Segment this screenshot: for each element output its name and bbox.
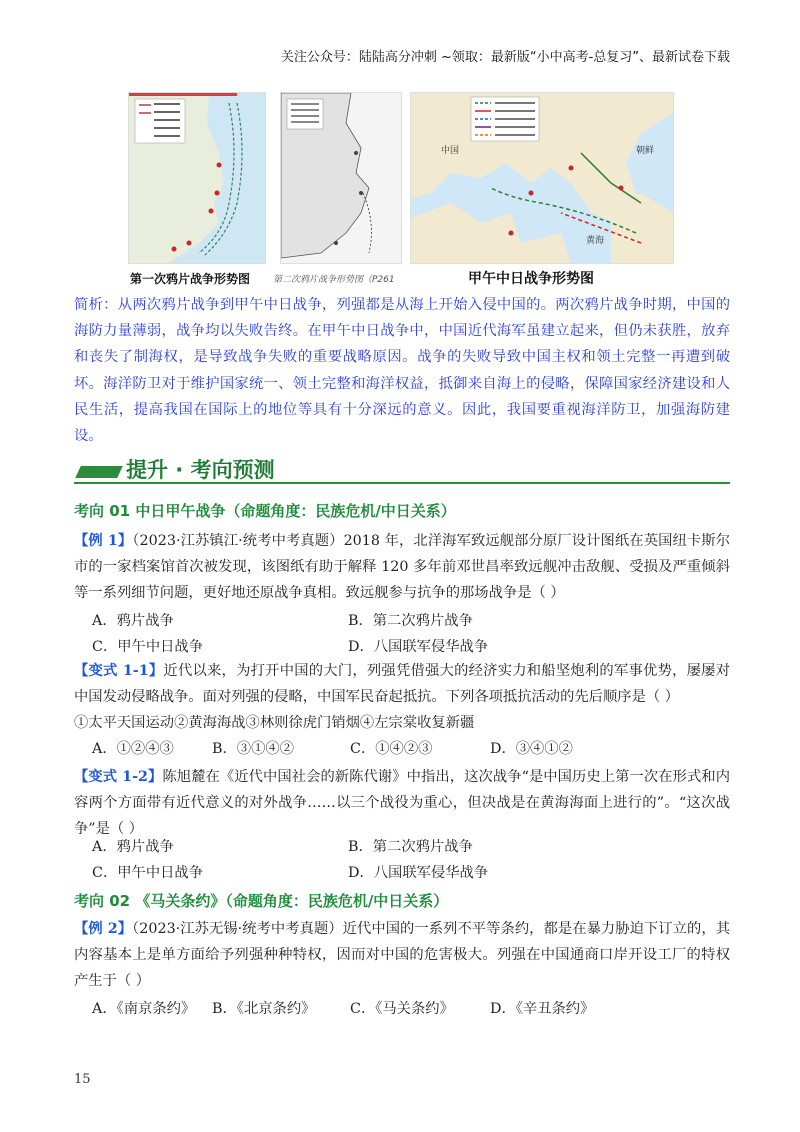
- example-2-options: [92, 996, 712, 1022]
- section-heading-decoration: [75, 466, 123, 478]
- variant-1-1-items: ①太平天国运动②黄海海战③林则徐虎门销烟④左宗棠收复新疆: [74, 715, 475, 731]
- page-number: 15: [74, 1072, 91, 1087]
- option-b[interactable]: B．第二次鸦片战争: [348, 613, 473, 629]
- map-first-opium-war-image: [129, 93, 265, 263]
- option-d[interactable]: D．八国联军侵华战争: [348, 639, 489, 655]
- page-header: 关注公众号：陆陆高分冲刺 ~领取：最新版“小中高考-总复习”、最新试卷下载: [280, 50, 730, 65]
- option-a[interactable]: A．《南京条约》: [92, 1001, 196, 1017]
- example-2: [74, 916, 730, 994]
- option-d[interactable]: D．八国联军侵华战争: [348, 865, 489, 881]
- option-c[interactable]: C．甲午中日战争: [92, 865, 204, 881]
- map1-caption: 第一次鸦片战争形势图: [130, 272, 251, 286]
- map-second-opium-war-image: [281, 93, 401, 263]
- option-a[interactable]: A．①②④③: [92, 741, 174, 757]
- topic-01-title: 考向 01 中日甲午战争（命题角度：民族危机/中日关系）: [74, 502, 456, 520]
- map2-caption: 第二次鸦片战争形势图（P261: [273, 275, 395, 285]
- map3-caption: 甲午中日战争形势图: [468, 271, 594, 287]
- topic-02-title: 考向 02 《马关条约》（命题角度：民族危机/中日关系）: [74, 892, 449, 910]
- map-sino-japanese-war-image: [411, 93, 673, 263]
- example-1: [74, 528, 730, 606]
- option-a[interactable]: A．鸦片战争: [92, 613, 174, 629]
- red-marker-line: [129, 93, 237, 96]
- map-figures: [128, 92, 672, 292]
- variant-1-1-tag: 【变式 1-1】: [74, 663, 164, 679]
- option-c[interactable]: C．①④②③: [350, 741, 433, 757]
- option-b[interactable]: B．③①④②: [212, 741, 294, 757]
- map-first-opium-war: [128, 92, 266, 264]
- example-2-tag: 【例 2】: [74, 921, 133, 937]
- section-heading: [74, 452, 730, 488]
- variant-1-2: [74, 764, 730, 842]
- map3-label-ocean: 黄海: [586, 236, 605, 246]
- section-heading-title: 提升 · 考向预测: [126, 458, 275, 482]
- section-heading-underline: [74, 482, 730, 484]
- variant-1-1-text: 近代以来，为打开中国的大门，列强凭借强大的经济实力和船坚炮利的军事优势，屡屡对中国发动侵略战争。面对列强的侵略，中国军民奋起抵抗。下列各项抵抗活动的先后顺序是（ ）: [74, 663, 730, 705]
- option-d[interactable]: D．③④①②: [490, 741, 573, 757]
- option-c[interactable]: C．《马关条约》: [350, 1001, 454, 1017]
- option-c[interactable]: C．甲午中日战争: [92, 639, 204, 655]
- variant-1-2-tag: 【变式 1-2】: [74, 769, 163, 785]
- variant-1-2-text: 陈旭麓在《近代中国社会的新陈代谢》中指出，这次战争“是中国历史上第一次在形式和内容两个方面带有近代意义的对外战争……以三个战役为重心，但决战是在黄海海面上进行的”。“这次战争”是（ ）: [74, 769, 730, 837]
- option-a[interactable]: A．鸦片战争: [92, 839, 174, 855]
- analysis-paragraph: 简析：从两次鸦片战争到甲午中日战争，列强都是从海上开始入侵中国的。两次鸦片战争时期，中国的海防力量薄弱，战争均以失败告终。在甲午中日战争中，中国近代海军虽建立起来，但仍未获胜，放弃和丧失了制海权，是导致战争失败的重要战略原因。战争的失败导致中国主权和领土完整一再遭到破坏。海洋防卫对于维护国家统一、领土完整和海洋权益，抵御来自海上的侵略，保障国家经济建设和人民生活，提高我国在国际上的地位等具有十分深远的意义。因此，我国要重视海洋防卫，加强海防建设。: [74, 297, 730, 445]
- variant-1-1: [74, 658, 730, 710]
- option-b[interactable]: B．第二次鸦片战争: [348, 839, 473, 855]
- map-second-opium-war: [280, 92, 402, 264]
- map3-label-korea: 朝鲜: [636, 146, 655, 156]
- option-d[interactable]: D．《辛丑条约》: [490, 1001, 595, 1017]
- example-1-tag: 【例 1】: [74, 533, 133, 549]
- map3-label-china: 中国: [441, 146, 460, 156]
- example-2-text: （2023·江苏无锡·统考中考真题）近代中国的一系列不平等条约，都是在暴力胁迫下订立的，其内容基本上是单方面给予列强种种特权，因而对中国的危害极大。列强在中国通商口岸开设工厂的特权产生于（ ）: [74, 921, 730, 989]
- example-1-options: [92, 608, 712, 660]
- variant-1-2-options: [92, 834, 712, 886]
- option-b[interactable]: B．《北京条约》: [212, 1001, 316, 1017]
- variant-1-1-options: [92, 736, 712, 762]
- example-1-text: （2023·江苏镇江·统考中考真题）2018 年，北洋海军致远舰部分原厂设计图纸在英国纽卡斯尔市的一家档案馆首次被发现，该图纸有助于解释 120 多年前邓世昌率致远舰冲击敌舰、受损及严重倾斜等一系列细节问题，更好地还原战争真相。致远舰参与抗争的那场战争是（ ）: [74, 533, 730, 601]
- map-sino-japanese-war: [410, 92, 674, 264]
